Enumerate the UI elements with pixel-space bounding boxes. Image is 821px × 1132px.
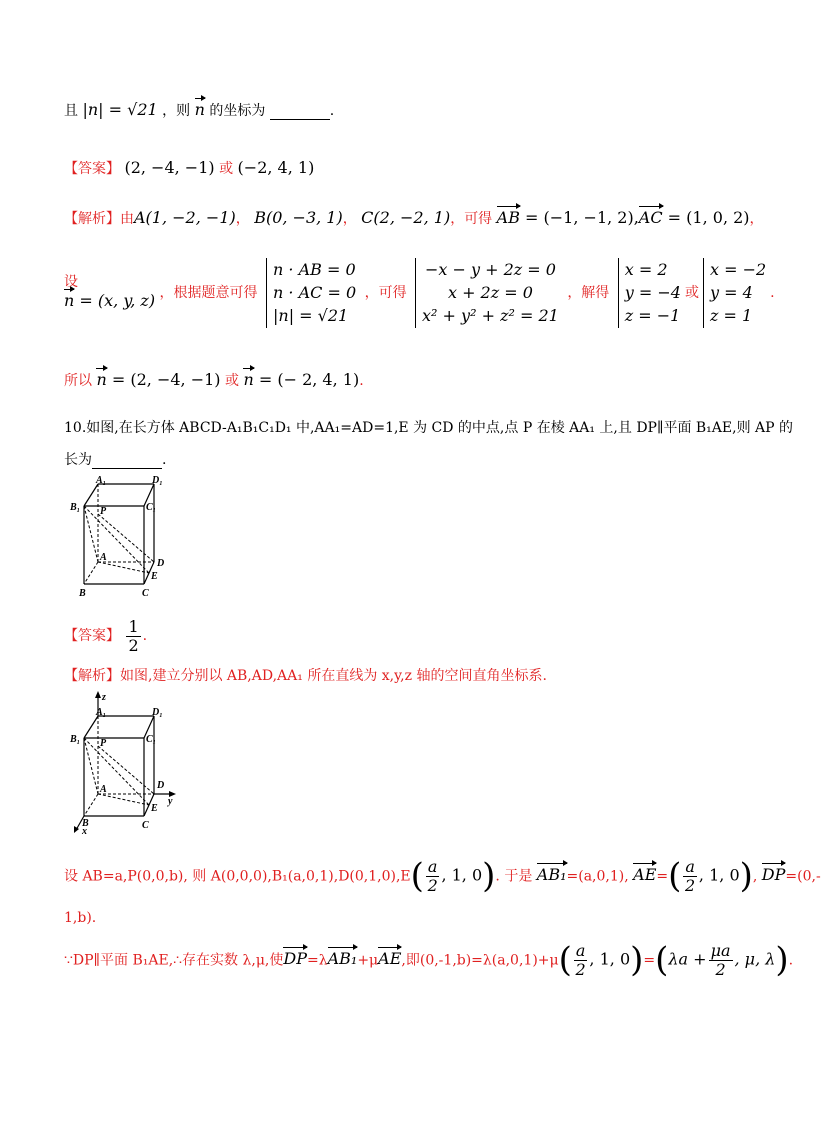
system-2-row: x + 2z = 0 [447, 283, 533, 303]
vector-dp: DP [283, 949, 307, 969]
vector-rest: , μ, λ [734, 949, 776, 969]
label-y-axis: y [168, 796, 173, 807]
label-b1: B₁ [70, 502, 81, 513]
label-x-axis: x [82, 826, 87, 837]
q9-stem-suffix: 的坐标为 [209, 103, 266, 119]
system-2-row: x² + y² + z² = 21 [422, 306, 559, 326]
answer-blank [270, 119, 330, 120]
conclusion-value-1: = (2, −4, −1) [106, 370, 221, 389]
vector-n-value: = (x, y, z) [74, 291, 156, 311]
label-e: E [151, 803, 158, 814]
system-2-row: −x − y + 2z = 0 [424, 260, 556, 279]
q9-stem-vector-n: n [194, 100, 205, 119]
q10-stem-text: 10.如图,在长方体 ABCD-A₁B₁C₁D₁ 中,AA₁=AD=1,E 为 CD 的中点,点 P 在棱 AA₁ 上,且 DP∥平面 B₁AE,则 AP 的 [64, 420, 794, 436]
analysis-text: 1,b). [64, 910, 97, 926]
label-c: C [142, 820, 149, 831]
q10-stem-line-1 [64, 420, 793, 437]
label-a1: A₁ [96, 475, 107, 486]
fraction-denominator: 2 [427, 875, 438, 895]
sep-2: ， [342, 211, 357, 227]
answer-label: 【答案】 [64, 628, 120, 645]
q10-analysis-line-1 [64, 668, 547, 685]
label-z-axis: z [102, 692, 106, 703]
system-4-row: y = 4 [709, 283, 753, 303]
q10-analysis-line-2: 设 AB=a,P(0,0,b), 则 A(0,0,0),B₁(a,0,1),D(0,1,0),E( $\frac{a}{2}$ , 1, 0). 于是 AB₁=(a,0,1), AE=( $\frac{a}{2}$ , 1, 0), DP=(0,- [64, 856, 821, 896]
can-get: 可得 [464, 211, 493, 227]
analysis-text: +μ [357, 952, 379, 969]
system-4-row: z = 1 [709, 306, 753, 326]
q10-stem-text-2: 长为 [64, 452, 92, 468]
vector-x-prefix: λa + [668, 949, 707, 969]
set-label: 设 [64, 274, 78, 291]
q9-stem-mid: ，则 [162, 103, 191, 119]
q10-stem-end: . [162, 452, 167, 468]
system-2 [415, 258, 559, 328]
or-label: 或 [224, 373, 239, 389]
answer-fraction [126, 618, 140, 654]
q9-stem-modulus: |n| = √21 [82, 100, 158, 119]
end-dot: . [770, 284, 775, 301]
label-c1: C₁ [146, 734, 157, 745]
q9-stem [64, 100, 334, 120]
equals: = [643, 952, 656, 969]
label-p: P [100, 738, 107, 749]
analysis-text: ,即(0,-1,b)=λ(a,0,1)+μ [401, 952, 559, 969]
label-d1: D₁ [152, 707, 163, 718]
fraction-3 [709, 942, 733, 978]
system-1-row: n · AB = 0 [273, 260, 356, 279]
label-d: D [157, 780, 165, 791]
vector-ab1: AB₁ [327, 949, 358, 969]
fraction-numerator: a [427, 857, 438, 877]
q10-analysis-line-3 [64, 910, 96, 927]
so-label: 所以 [64, 373, 92, 389]
vector-ae-rest: , 1, 0 [698, 865, 740, 885]
fraction-denominator: 2 [685, 875, 696, 895]
system-3-row: x = 2 [624, 260, 668, 279]
point-b: B(0, −3, 1) [254, 208, 343, 227]
system-1 [266, 258, 356, 328]
fraction-denominator: 2 [128, 635, 139, 655]
or-label: 或 [684, 284, 699, 301]
answer-or: 或 [219, 161, 234, 177]
analysis-text: . 于是 [495, 868, 533, 885]
point-e-rest: , 1, 0 [441, 865, 483, 885]
end-dot: . [142, 628, 148, 645]
q10-answer [64, 618, 147, 654]
analysis-label: 【解析】 [64, 668, 120, 684]
cuboid-figure-2 [68, 690, 188, 835]
q9-analysis-line-1 [64, 208, 764, 228]
vector-ae: AE [378, 949, 402, 969]
vector-n: n [243, 370, 254, 389]
analysis-text: =λ [306, 952, 328, 969]
sep-1: ， [235, 211, 250, 227]
label-p: P [100, 506, 107, 517]
q10-analysis-line-4: ∵DP∥平面 B₁AE,∴存在实数 λ,μ,使DP=λAB₁+μAE,即(0,-1,b)=λ(a,0,1)+μ( $\frac{a}{2}$ , 1, 0)=(λa + $\frac{\mu a}{2}$ , μ, λ). [64, 940, 794, 980]
vector-n: n [96, 370, 107, 389]
vector-ab1-value: =(a,0,1), [566, 868, 629, 885]
fraction-2 [574, 942, 588, 978]
q9-answer [64, 158, 314, 178]
cuboid-figure-1 [68, 472, 178, 604]
label-a: A [100, 784, 107, 795]
q10-stem-line-2 [64, 452, 166, 469]
point-a: A(1, −2, −1) [134, 208, 236, 227]
answer-blank [92, 468, 162, 469]
label-b: B [82, 818, 89, 829]
system-1-row: n · AC = 0 [273, 283, 357, 303]
by-condition: ，根据题意可得 [159, 284, 258, 301]
vector-ac-value: = (1, 0, 2) [662, 208, 750, 227]
label-a1: A₁ [96, 707, 107, 718]
end-dot: . [359, 373, 364, 389]
label-c: C [142, 588, 149, 599]
q9-conclusion [64, 370, 364, 390]
fraction-numerator: a [575, 941, 586, 961]
q9-stem-prefix: 且 [64, 103, 78, 119]
sep-3: ， [450, 211, 465, 227]
label-b1: B₁ [70, 734, 81, 745]
analysis-label: 【解析】 [64, 211, 120, 227]
system-3-row: y = −4 [624, 283, 681, 303]
vector-n: n [64, 291, 75, 311]
analysis-text: ∵DP∥平面 B₁AE,∴存在实数 λ,μ,使 [64, 952, 284, 969]
fraction-numerator: μa [710, 941, 731, 961]
answer-label: 【答案】 [64, 161, 120, 177]
label-c1: C₁ [146, 502, 157, 513]
system-3 [618, 258, 681, 328]
point-c: C(2, −2, 1) [361, 208, 451, 227]
analysis-text: 由 [120, 211, 134, 227]
label-e: E [151, 571, 158, 582]
vector-ae: AE [633, 865, 657, 885]
answer-value-a: (2, −4, −1) [124, 158, 215, 177]
sep-4: ， [749, 211, 764, 227]
vector-ac: AC [638, 208, 663, 227]
equals: = [656, 868, 669, 885]
end-dot: . [788, 952, 794, 969]
analysis-text: 如图,建立分别以 AB,AD,AA₁ 所在直线为 x,y,z 轴的空间直角坐标系. [120, 668, 547, 684]
q9-stem-end: . [329, 103, 335, 119]
vector-rest: , 1, 0 [589, 949, 631, 969]
label-d1: D₁ [152, 475, 163, 486]
vector-ab-value: = (−1, −1, 2), [519, 208, 639, 227]
conclusion-value-2: = (− 2, 4, 1) [253, 370, 360, 389]
comma: , [752, 868, 758, 885]
system-4-row: x = −2 [709, 260, 767, 279]
answer-value-b: (−2, 4, 1) [237, 158, 315, 177]
vector-dp-value: =(0,- [785, 868, 821, 885]
system-4 [703, 258, 766, 328]
solve-label: ，解得 [567, 284, 610, 301]
system-3-row: z = −1 [624, 306, 681, 326]
label-b: B [79, 588, 86, 599]
fraction-ae [683, 858, 697, 894]
q9-analysis-line-2 [64, 258, 775, 328]
label-a: A [100, 552, 107, 563]
fraction-numerator: a [685, 857, 695, 877]
can-get-2: ，可得 [364, 284, 407, 301]
system-1-row: |n| = √21 [273, 306, 349, 326]
analysis-text: 设 AB=a,P(0,0,b), 则 A(0,0,0),B₁(a,0,1),D(0,1,0),E [64, 868, 411, 885]
fraction-numerator: 1 [128, 617, 139, 636]
fraction-e [426, 858, 440, 894]
vector-ab: AB [496, 208, 520, 227]
vector-dp: DP [761, 865, 786, 885]
fraction-denominator: 2 [575, 959, 586, 979]
vector-ab1: AB₁ [536, 865, 567, 885]
label-d: D [157, 558, 165, 569]
fraction-denominator: 2 [715, 959, 726, 979]
